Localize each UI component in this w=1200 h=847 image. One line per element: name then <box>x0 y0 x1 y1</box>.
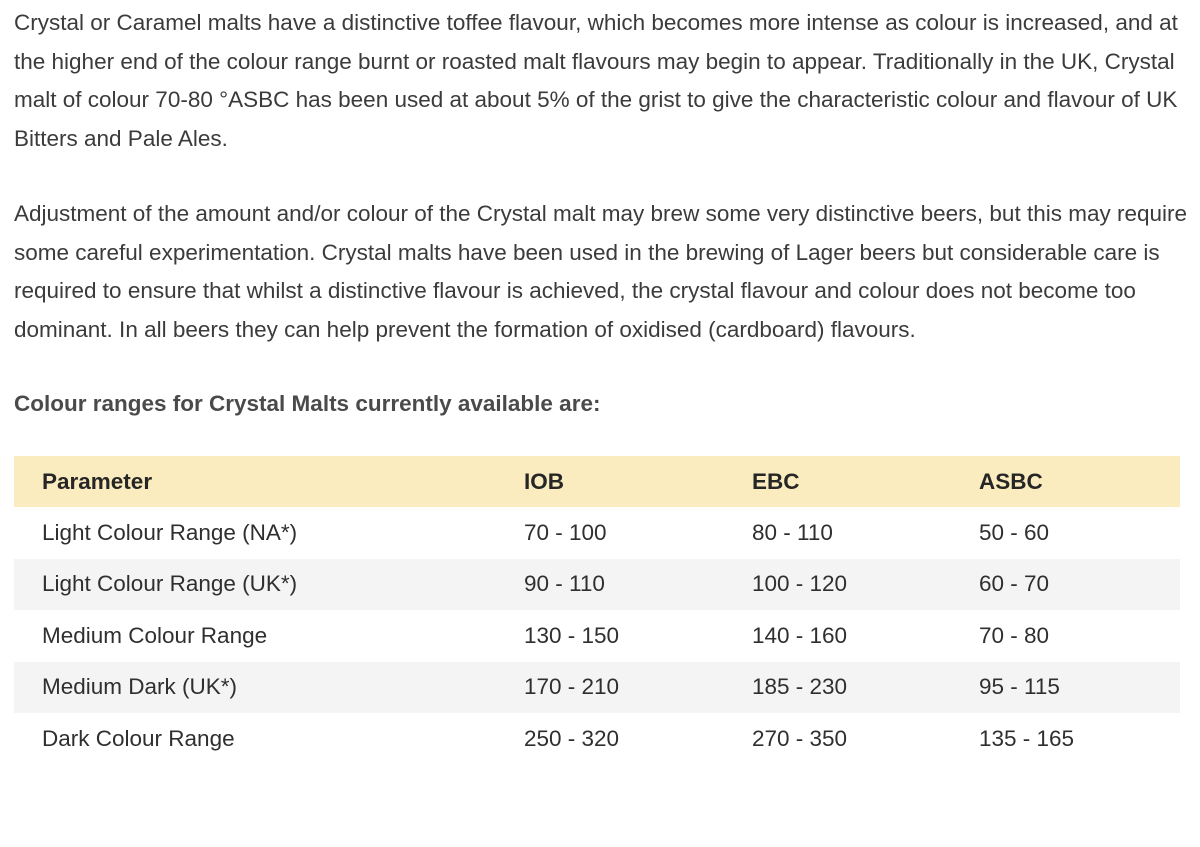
cell-parameter: Medium Dark (UK*) <box>42 674 238 700</box>
header-iob: IOB <box>524 468 565 494</box>
cell-ebc: 270 - 350 <box>752 725 848 751</box>
cell-iob: 250 - 320 <box>524 725 620 751</box>
cell-asbc: 95 - 115 <box>979 674 1060 700</box>
table-heading: Colour ranges for Crystal Malts currently available are: <box>14 391 601 416</box>
table-row <box>14 662 1180 713</box>
cell-asbc: 135 - 165 <box>979 725 1075 751</box>
table-row <box>14 559 1180 610</box>
cell-ebc: 140 - 160 <box>752 622 848 648</box>
cell-iob: 90 - 110 <box>524 571 605 597</box>
table-row <box>14 610 1180 661</box>
table-row <box>14 713 1180 764</box>
intro-paragraph: Crystal or Caramel malts have a distinctive toffee flavour, which becomes more intense as colour is increased, and at the higher end of the colour range burnt or roasted malt flavours may begin to appear. Traditionally in the UK, Crystal malt of colour 70-80 °ASBC has been used at about 5% of the grist to give the characteristic colour and flavour of UK Bitters and Pale Ales. <box>14 10 1178 151</box>
adjustment-paragraph: Adjustment of the amount and/or colour of the Crystal malt may brew some very distinctive beers, but this may require some careful experimentation. Crystal malts have been used in the brewing of Lager beers but considerable care is required to ensure that whilst a distinctive flavour is achieved, the crystal flavour and colour does not become too dominant. In all beers they can help prevent the formation of oxidised (cardboard) flavours. <box>14 201 1188 342</box>
cell-iob: 170 - 210 <box>524 674 620 700</box>
cell-parameter: Light Colour Range (UK*) <box>42 571 298 597</box>
cell-ebc: 185 - 230 <box>752 674 848 700</box>
header-ebc: EBC <box>752 468 800 494</box>
cell-iob: 70 - 100 <box>524 520 607 546</box>
header-asbc: ASBC <box>979 468 1043 494</box>
cell-parameter: Medium Colour Range <box>42 622 268 648</box>
cell-iob: 130 - 150 <box>524 622 620 648</box>
header-parameter: Parameter <box>42 468 153 494</box>
cell-asbc: 70 - 80 <box>979 622 1050 648</box>
crystal-malt-colour-table <box>14 456 1180 764</box>
cell-ebc: 80 - 110 <box>752 520 833 546</box>
cell-asbc: 50 - 60 <box>979 520 1050 546</box>
table-header-row <box>14 456 1180 507</box>
cell-parameter: Dark Colour Range <box>42 725 235 751</box>
table-row <box>14 507 1180 558</box>
cell-ebc: 100 - 120 <box>752 571 848 597</box>
cell-parameter: Light Colour Range (NA*) <box>42 520 298 546</box>
cell-asbc: 60 - 70 <box>979 571 1050 597</box>
